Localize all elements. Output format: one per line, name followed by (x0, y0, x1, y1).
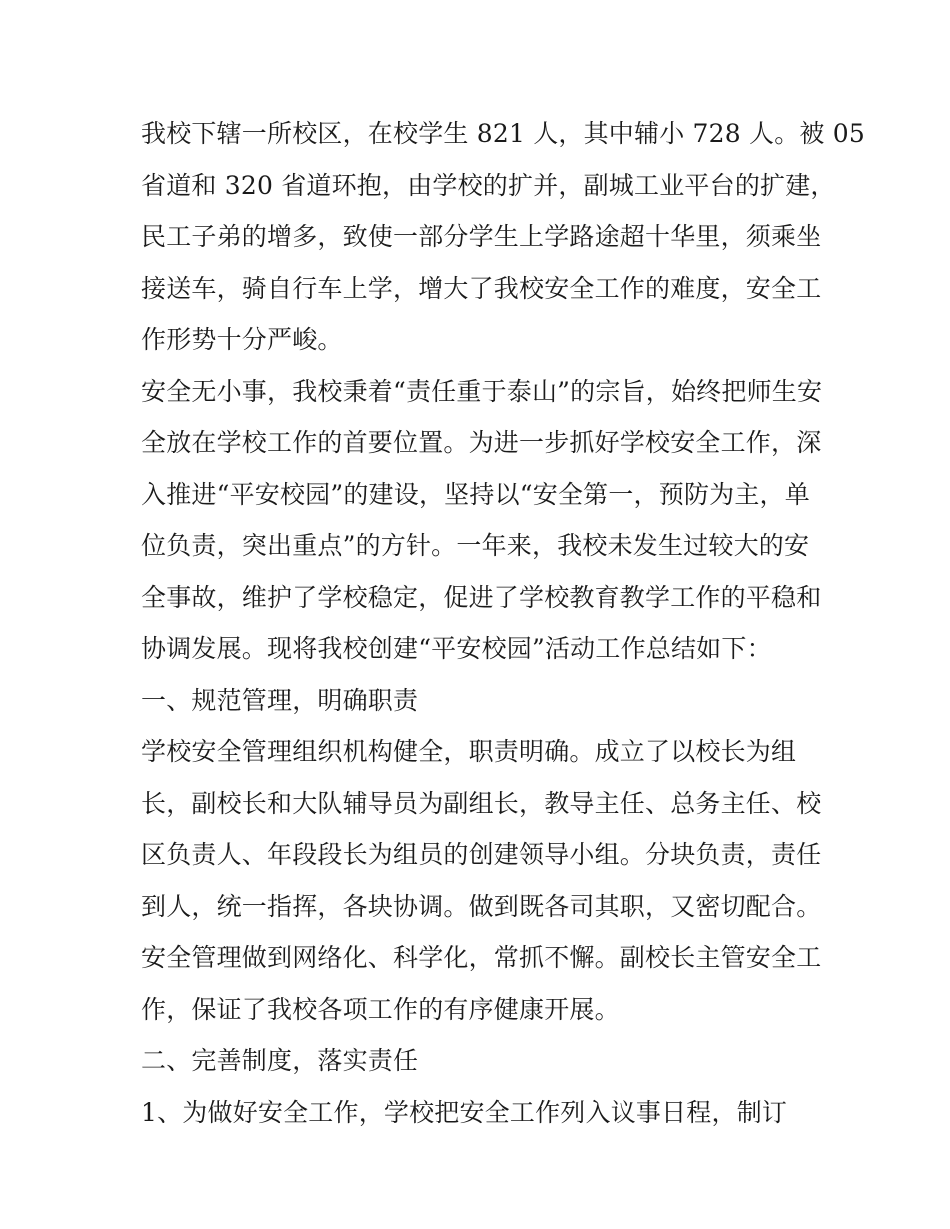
section-heading: 一、规范管理，明确职责 (141, 685, 419, 715)
document-body (141, 108, 865, 1138)
text-line: 接送车，骑自行车上学，增大了我校安全工作的难度，安全工 (141, 273, 822, 303)
text-line: 安全无小事，我校秉着“责任重于泰山”的宗旨，始终把师生安 (141, 376, 823, 406)
text-line: 安全管理做到网络化、科学化，常抓不懈。副校长主管安全工 (141, 943, 822, 972)
text-line: 作形势十分严峻。 (141, 325, 343, 354)
section-heading: 二、完善制度，落实责任 (141, 1046, 419, 1075)
text-line: 全事故，维护了学校稳定，促进了学校教育教学工作的平稳和 (141, 582, 822, 612)
text-line: 民工子弟的增多，致使一部分学生上学路途超十华里，须乘坐 (141, 222, 822, 251)
text-line: 1、为做好安全工作，学校把安全工作列入议事日程，制订 (141, 1097, 788, 1127)
text-line: 学校安全管理组织机构健全，职责明确。成立了以校长为组 (141, 737, 797, 766)
text-line: 作，保证了我校各项工作的有序健康开展。 (141, 994, 620, 1024)
text-line: 入推进“平安校园”的建设，坚持以“安全第一，预防为主，单 (141, 479, 810, 509)
text-line: 协调发展。现将我校创建“平安校园”活动工作总结如下： (141, 634, 772, 663)
text-line: 长，副校长和大队辅导员为副组长，教导主任、总务主任、校 (141, 788, 822, 818)
text-line: 区负责人、年段段长为组员的创建领导小组。分块负责，责任 (141, 840, 822, 869)
text-line: 省道和 320 省道环抱，由学校的扩并，副城工业平台的扩建， (141, 170, 836, 200)
text-line: 我校下辖一所校区，在校学生 821 人，其中辅小 728 人。被 05 (141, 119, 865, 148)
text-line: 全放在学校工作的首要位置。为进一步抓好学校安全工作，深 (141, 428, 822, 457)
text-line: 位负责，突出重点”的方针。一年来，我校未发生过较大的安 (141, 531, 810, 560)
text-line: 到人，统一指挥，各块协调。做到既各司其职，又密切配合。 (141, 891, 822, 921)
